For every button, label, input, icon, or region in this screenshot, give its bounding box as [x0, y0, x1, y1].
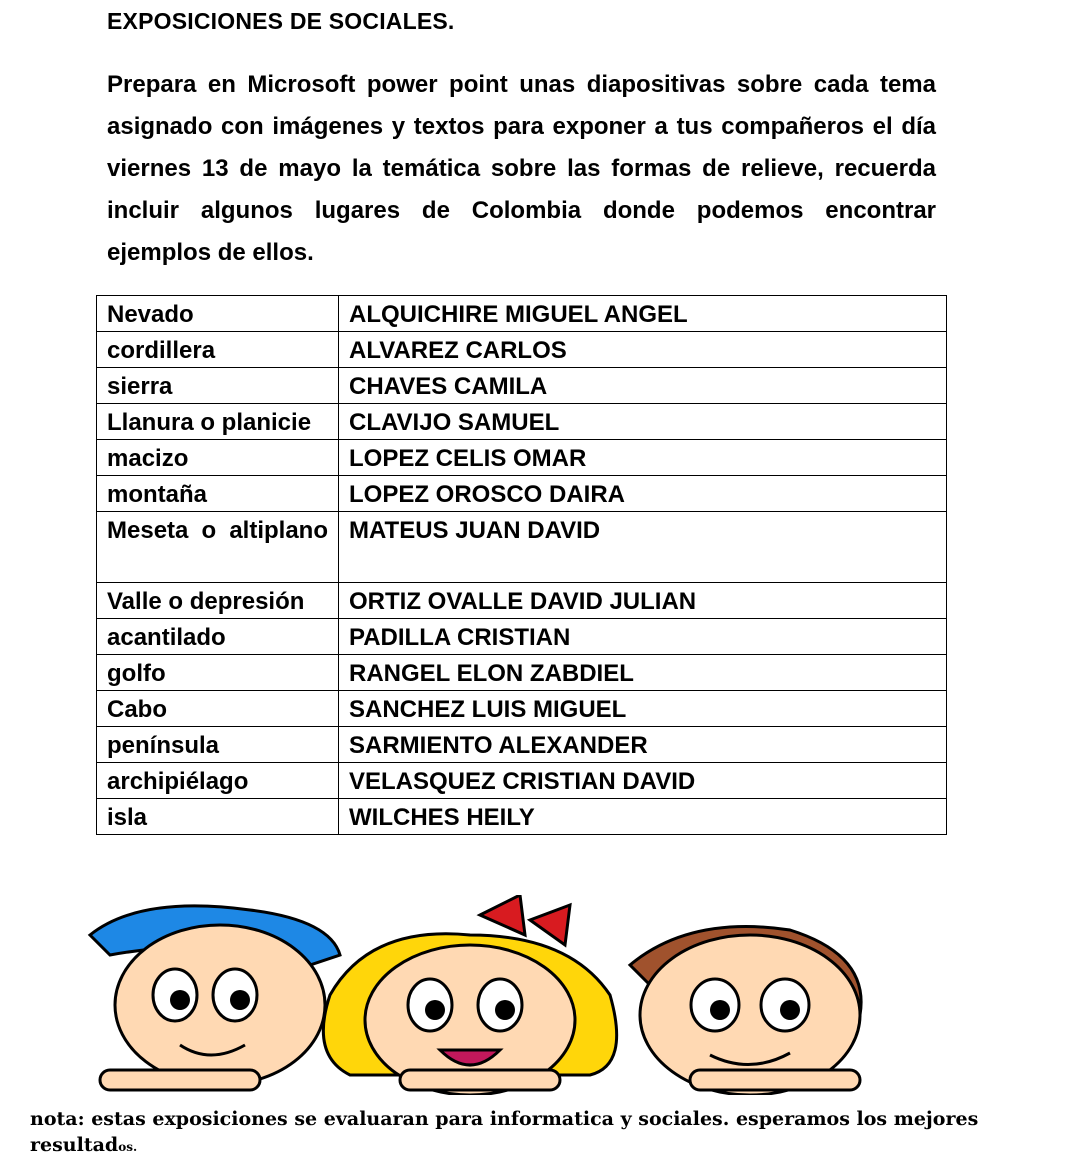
- student-cell: ORTIZ OVALLE DAVID JULIAN: [339, 583, 947, 619]
- table-row: [97, 296, 947, 332]
- student-cell: LOPEZ CELIS OMAR: [339, 440, 947, 476]
- table-row: [97, 799, 947, 835]
- table-row: [97, 440, 947, 476]
- topic-cell: Meseta o altiplano: [97, 512, 339, 583]
- student-cell: ALQUICHIRE MIGUEL ANGEL: [339, 296, 947, 332]
- student-cell: VELASQUEZ CRISTIAN DAVID: [339, 763, 947, 799]
- table-row: [97, 727, 947, 763]
- topic-cell: Nevado: [97, 296, 339, 332]
- student-cell: RANGEL ELON ZABDIEL: [339, 655, 947, 691]
- assignment-table: [96, 295, 947, 835]
- topic-cell: Llanura o planicie: [97, 404, 339, 440]
- topic-cell: montaña: [97, 476, 339, 512]
- boy-left-figure: [90, 906, 340, 1085]
- hands-row: [100, 1070, 860, 1090]
- table-row: [97, 691, 947, 727]
- student-cell: SARMIENTO ALEXANDER: [339, 727, 947, 763]
- topic-cell: sierra: [97, 368, 339, 404]
- instructions-paragraph: Prepara en Microsoft power point unas diapositivas sobre cada tema asignado con imágenes y textos para exponer a tus compañeros el día viernes 13 de mayo la temática sobre las formas de relieve, recuerda incluir algunos lugares de Colombia donde podemos encontrar ejemplos de ellos.: [107, 71, 936, 266]
- topic-cell: península: [97, 727, 339, 763]
- topic-cell: Valle o depresión: [97, 583, 339, 619]
- table-row: [97, 512, 947, 583]
- student-cell: CHAVES CAMILA: [339, 368, 947, 404]
- note-suffix: os.: [118, 1140, 138, 1154]
- topic-cell: golfo: [97, 655, 339, 691]
- student-cell: WILCHES HEILY: [339, 799, 947, 835]
- girl-center-figure: [323, 895, 616, 1095]
- table-row: [97, 332, 947, 368]
- student-cell: LOPEZ OROSCO DAIRA: [339, 476, 947, 512]
- topic-cell: archipiélago: [97, 763, 339, 799]
- student-cell: SANCHEZ LUIS MIGUEL: [339, 691, 947, 727]
- table-row: [97, 763, 947, 799]
- page-title: EXPOSICIONES DE SOCIALES.: [107, 8, 455, 34]
- table-row: [97, 583, 947, 619]
- topic-cell: macizo: [97, 440, 339, 476]
- topic-cell: isla: [97, 799, 339, 835]
- student-cell: ALVAREZ CARLOS: [339, 332, 947, 368]
- table-row: [97, 619, 947, 655]
- student-cell: CLAVIJO SAMUEL: [339, 404, 947, 440]
- topic-cell: Cabo: [97, 691, 339, 727]
- table-row: [97, 404, 947, 440]
- student-cell: PADILLA CRISTIAN: [339, 619, 947, 655]
- note-text: [30, 1106, 990, 1160]
- table-row: [97, 368, 947, 404]
- student-cell: MATEUS JUAN DAVID: [339, 512, 947, 583]
- topic-cell: cordillera: [97, 332, 339, 368]
- table-row: [97, 476, 947, 512]
- table-row: [97, 655, 947, 691]
- children-illustration: [70, 895, 890, 1095]
- topic-cell: acantilado: [97, 619, 339, 655]
- note-main: nota: estas exposiciones se evaluaran para informatica y sociales. esperamos los mejores resultad: [30, 1108, 979, 1156]
